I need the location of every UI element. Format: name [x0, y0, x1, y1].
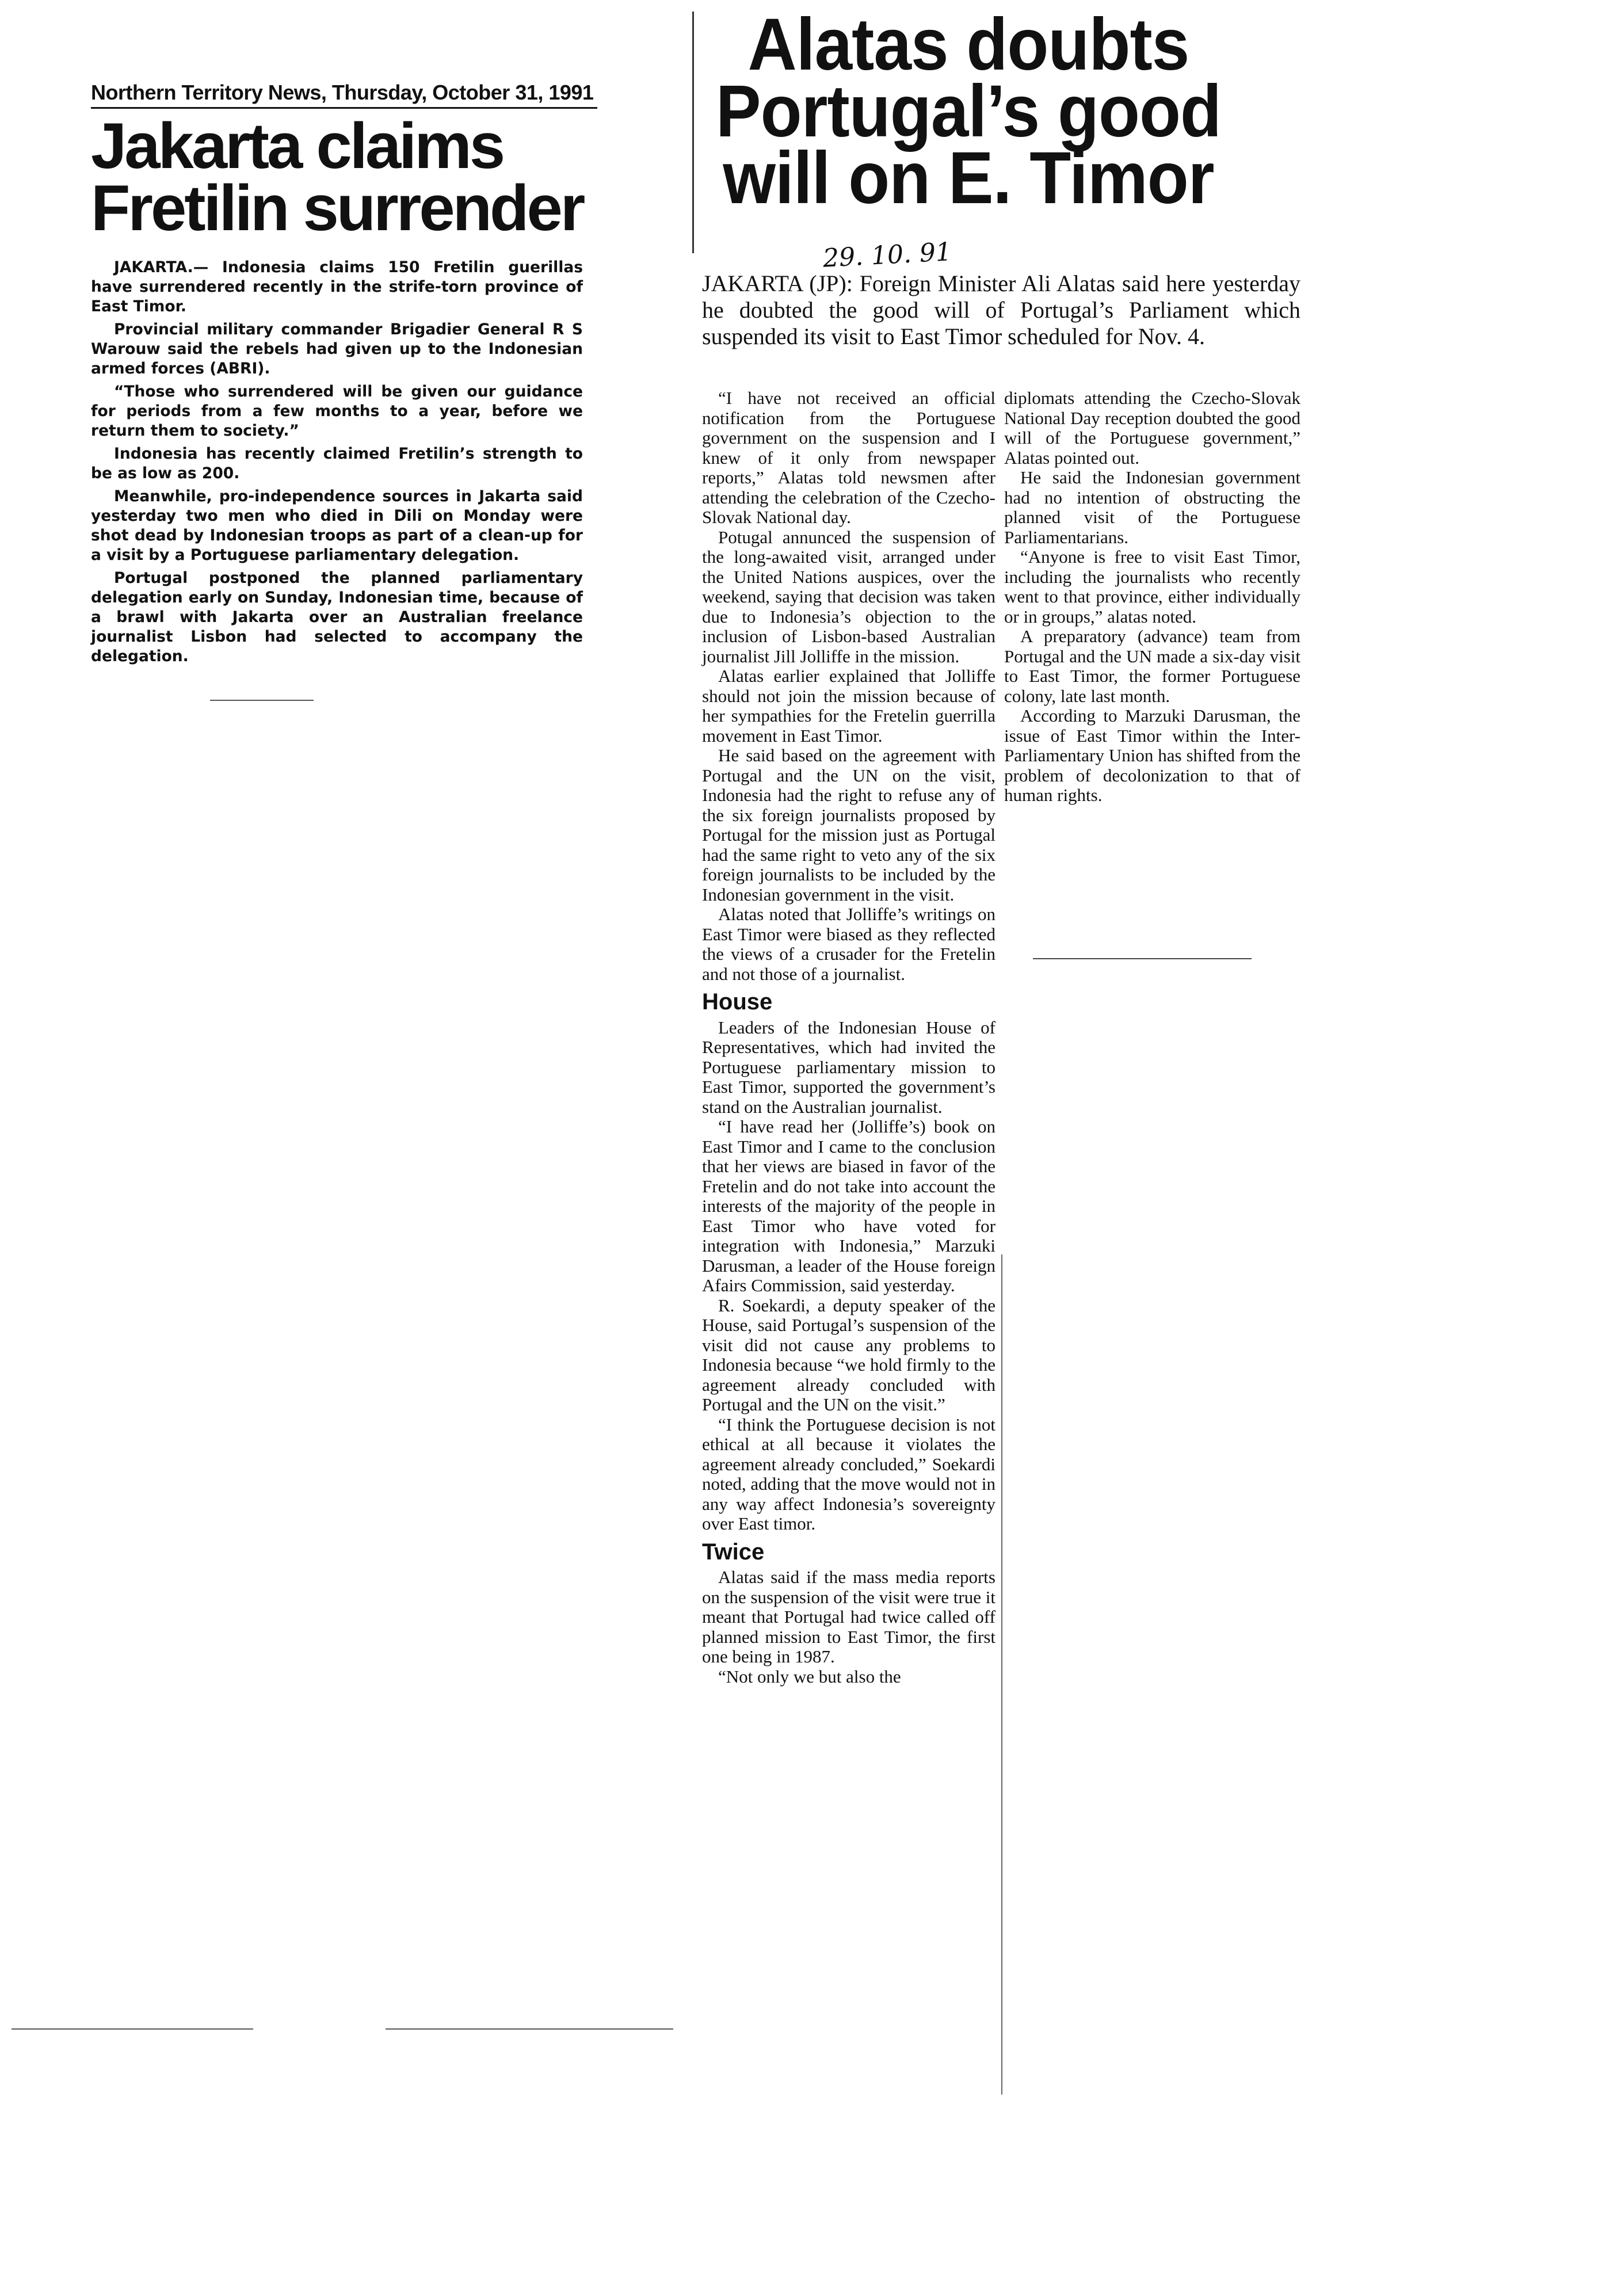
nt-end-rule	[210, 700, 314, 701]
jp-paragraph: R. Soekardi, a deputy speaker of the House, said Portugal’s suspension of the visit did not cause any problems to Indonesia because “we hold firmly to the agreement already concluded with Portugal and the UN on the visit.”	[702, 1295, 995, 1414]
handwritten-date: 29. 10. 91	[822, 237, 953, 273]
jp-paragraph: According to Marzuki Darusman, the issue of East Timor within the Inter-Parliamentary Union has shifted from the problem of decolonization to that of human rights.	[1004, 705, 1300, 805]
page-scan-line	[386, 2028, 673, 2030]
nt-paragraph: Indonesia has recently claimed Fretilin’s strength to be as low as 200.	[91, 445, 583, 482]
nt-paragraph: Meanwhile, pro-independence sources in Jakarta said yesterday two men who died in Dili on Monday were shot dead by Indonesian troops as part of a clean-up for a visit by a Portuguese parliamentary delegation.	[91, 487, 583, 564]
nt-headline	[91, 110, 597, 244]
jp-headline-line-2: Portugal’s good	[715, 70, 1222, 152]
nt-paragraph: Provincial military commander Brigadier General R S Warouw said the rebels had given up to the Indonesian armed forces (ABRI).	[91, 321, 583, 377]
jp-paragraph: He said the Indonesian government had no intention of obstructing the planned visit of the Portuguese Parliamentarians.	[1004, 467, 1300, 547]
jp-paragraph: A preparatory (advance) team from Portugal and the UN made a six-day visit to East Timor, the former Portuguese colony, late last month.	[1004, 626, 1300, 706]
nt-headline-line-1: Jakarta claims	[91, 110, 504, 182]
jp-lead-paragraph: JAKARTA (JP): Foreign Minister Ali Alatas said here yesterday he doubted the good will of Portugal’s Parliament which suspended its visit to East Timor scheduled for Nov. 4.	[702, 270, 1300, 349]
nt-article-body	[91, 258, 583, 670]
nt-headline-line-2: Fretilin surrender	[91, 172, 583, 244]
nt-paragraph: JAKARTA.— Indonesia claims 150 Fretilin guerillas have surrendered recently in the strife-torn province of East Timor.	[91, 258, 583, 315]
jp-paragraph: He said based on the agreement with Portugal and the UN on the visit, Indonesia had the right to refuse any of the six foreign journalists proposed by Portugal for the mission just as Portugal had the same right to veto any of the six foreign journalists to be included by the Indonesian government in the visit.	[702, 745, 995, 905]
jp-paragraph: Alatas earlier explained that Jolliffe should not join the mission because of her sympathies for the Fretelin guerrilla movement in East Timor.	[702, 666, 995, 746]
jp-paragraph: diplomats attending the Czecho-Slovak National Day reception doubted the good will of the Portuguese government,” Alatas pointed out.	[1004, 388, 1300, 468]
jp-paragraph: Potugal annunced the suspension of the long-awaited visit, arranged under the United Nations auspices, over the weekend, saying that decision was taken due to Indonesia’s objection to the inclusion of Lisbon-based Australian journalist Jill Jolliffe in the mission.	[702, 527, 995, 666]
page-scan-line	[12, 2028, 253, 2030]
jp-paragraph: “Anyone is free to visit East Timor, including the journalists who recently went to that province, either individually or in groups,” alatas noted.	[1004, 547, 1300, 627]
nt-paragraph: Portugal postponed the planned parliamentary delegation early on Sunday, Indonesian time, because of a brawl with Jakarta over an Australian freelance journalist Lisbon had selected to accompany the delegation.	[91, 569, 583, 665]
jp-paragraph: “Not only we but also the	[718, 1666, 901, 1687]
jp-column-2	[1004, 388, 1300, 806]
clipping-cut-edge	[1001, 1254, 1002, 2095]
subhead-twice: Twice	[702, 1539, 765, 1565]
subhead-house: House	[702, 989, 773, 1014]
jp-headline-line-3: will on E. Timor	[723, 137, 1214, 219]
jp-headline-line-1: Alatas doubts	[747, 3, 1189, 86]
jp-paragraph: “I think the Portuguese decision is not ethical at all because it violates the agreement already concluded,” Soekardi noted, adding that the move would not in any way affect Indonesia’s sovereignty over East timor.	[702, 1414, 995, 1534]
jp-paragraph: Alatas said if the mass media reports on the suspension of the visit were true it meant that Portugal had twice called off planned mission to East Timor, the first one being in 1987.	[702, 1567, 995, 1666]
jp-end-rule	[1033, 958, 1252, 959]
jp-paragraph: “I have not received an official notification from the Portuguese government on the suspension and I knew of it only from newspaper reports,” Alatas told newsmen after attending the celebration of the Czecho-Slovak National day.	[702, 388, 995, 527]
jp-column-1	[702, 388, 995, 1687]
nt-paragraph: “Those who surrendered will be given our guidance for periods from a few months to a year, before we return them to society.”	[91, 383, 583, 440]
publication-dateline: Northern Territory News, Thursday, October 31, 1991	[91, 81, 597, 109]
jp-headline	[691, 3, 1246, 219]
jp-paragraph: “I have read her (Jolliffe’s) book on East Timor and I came to the conclusion that her views are biased in favor of the Fretelin and do not take into account the interests of the majority of the people in East Timor who have voted for integration with Indonesia,” Marzuki Darusman, a leader of the House foreign Afairs Commission, said yesterday.	[702, 1116, 995, 1295]
jp-paragraph: Leaders of the Indonesian House of Representatives, which had invited the Portuguese parliamentary mission to East Timor, supported the government’s stand on the Australian journalist.	[702, 1017, 995, 1117]
jp-paragraph: Alatas noted that Jolliffe’s writings on East Timor were biased as they reflected the views of a crusader for the Fretelin and not those of a journalist.	[702, 904, 995, 984]
